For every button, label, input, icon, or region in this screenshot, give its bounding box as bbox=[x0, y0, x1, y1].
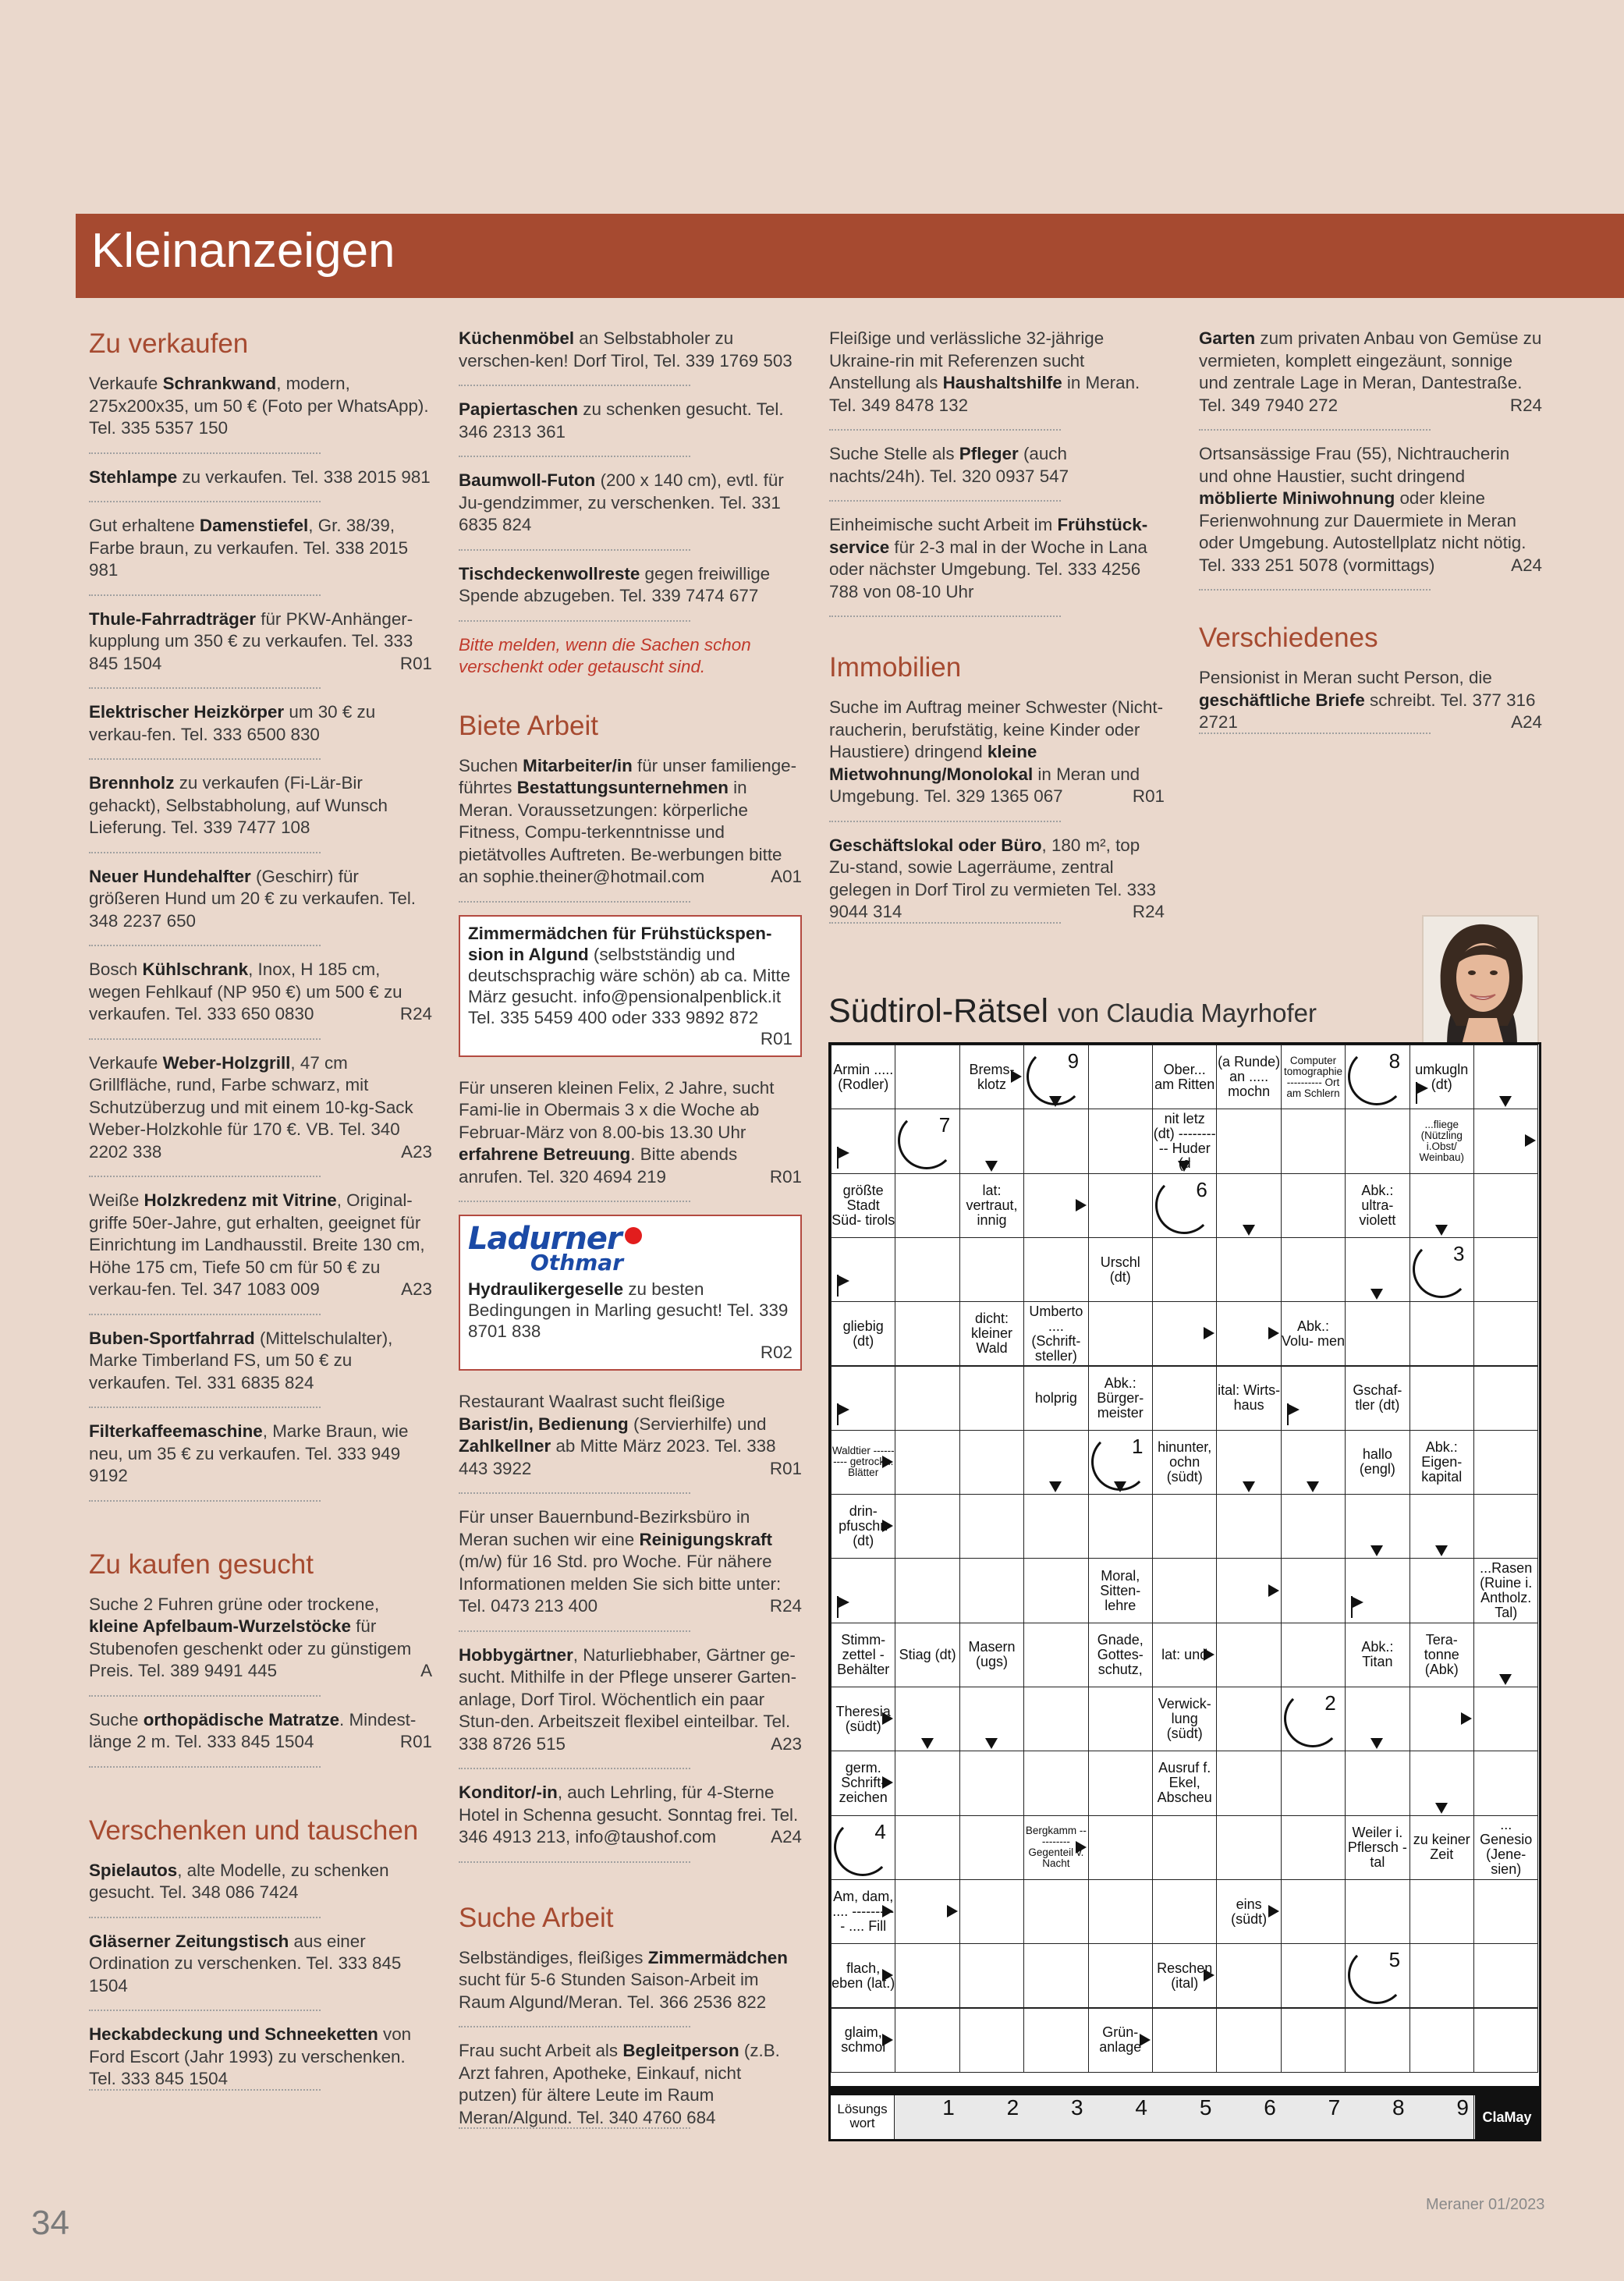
page-number: 34 bbox=[31, 2204, 69, 2242]
grid-cell bbox=[1409, 2008, 1474, 2073]
corner-arrow-icon bbox=[1287, 1403, 1306, 1425]
ad: Frau sucht Arbeit als Begleitperson (z.B. Arzt fahren, Apotheke, Einkauf, nicht putzen) für ältere Leute im Raum Meran/Algund. Tel. 340 4760 684 bbox=[459, 2040, 802, 2129]
clue-cell: Reschen (ital) bbox=[1152, 1943, 1217, 2008]
corner-arrow-icon bbox=[837, 1596, 856, 1618]
arrow-right-icon bbox=[1076, 1841, 1087, 1854]
grid-cell bbox=[1216, 1943, 1281, 2008]
clue-cell: Masern (ugs) bbox=[959, 1623, 1024, 1687]
grid-cell bbox=[1281, 1173, 1346, 1238]
clue-cell: Abk.: Titan bbox=[1345, 1623, 1409, 1687]
puzzle-title: Südtirol-Rätsel von Claudia Mayrhofer bbox=[828, 992, 1317, 1030]
grid-cell bbox=[1216, 1237, 1281, 1302]
section-title: Immobilien bbox=[829, 652, 962, 683]
grid-cell bbox=[1216, 2008, 1281, 2073]
grid-cell bbox=[959, 1815, 1024, 1880]
ad: Buben-Sportfahrrad (Mittelschulalter), Marke Timberland FS, um 50 € zu verkaufen. Tel. 331 6835 824 bbox=[89, 1328, 432, 1409]
arrow-down-icon bbox=[1307, 1481, 1319, 1492]
grid-cell bbox=[1281, 2008, 1346, 2073]
clue-cell: Abk.: ultra- violett bbox=[1345, 1173, 1409, 1238]
clue-cell: lat: vertraut, innig bbox=[959, 1173, 1024, 1238]
arrow-right-icon bbox=[1268, 1327, 1279, 1339]
grid-cell bbox=[1088, 1173, 1153, 1238]
ad: Ortsansässige Frau (55), Nichtraucherin und ohne Haustier, sucht dringend möblierte Miniwohnung oder kleine Ferienwohnung zur Dauermiete in Meran oder Umgebung. Autostellplatz nicht nötig. Tel. 333 251 5078 (vormittags) A24 bbox=[1199, 443, 1542, 591]
ad-code: R02 bbox=[760, 1343, 792, 1362]
arrow-down-icon bbox=[1049, 1481, 1062, 1492]
ad-code: R24 bbox=[1509, 395, 1542, 415]
grid-cell bbox=[895, 1237, 959, 1302]
clue-cell: Ober... am Ritten bbox=[1152, 1045, 1217, 1109]
grid-cell bbox=[1473, 1237, 1538, 1302]
section-title: Zu verkaufen bbox=[89, 328, 249, 359]
grid-cell bbox=[895, 2008, 959, 2073]
solution-label: Lösungs wort bbox=[831, 2095, 895, 2139]
ad: Weiße Holzkredenz mit Vitrine, Original-griffe 50er-Jahre, gut erhalten, geeignet für Einrichtung im Landhausstil. Breite 130 cm, Höhe 175 cm, Tiefe 50 cm für 50 € zu verkau-fen. Tel. 347 1083 009 A23 bbox=[89, 1190, 432, 1315]
author-photo bbox=[1422, 915, 1539, 1046]
brand-logo: ClaMay bbox=[1475, 2095, 1539, 2139]
grid-cell bbox=[1152, 1494, 1217, 1559]
solution-number: 5 bbox=[1388, 1948, 1401, 1972]
grid-cell bbox=[1473, 1366, 1538, 1431]
grid-cell bbox=[1281, 1237, 1346, 1302]
arrow-right-icon bbox=[947, 1905, 958, 1917]
grid-cell bbox=[1216, 1687, 1281, 1751]
column-4 bbox=[1199, 328, 1542, 747]
clue-cell: ...fliege (Nützling i.Obst/ Weinbau) bbox=[1409, 1109, 1474, 1173]
page-title: Kleinanzeigen bbox=[91, 224, 395, 278]
grid-cell bbox=[895, 1366, 959, 1431]
ad-code: A bbox=[420, 1661, 432, 1680]
grid-cell bbox=[1152, 1558, 1217, 1623]
clue-cell: Tera- tonne (Abk) bbox=[1409, 1623, 1474, 1687]
ad: Pensionist in Meran sucht Person, die geschäftliche Briefe schreibt. Tel. 377 316 2721 A24 bbox=[1199, 667, 1542, 734]
notice-text: Bitte melden, wenn die Sachen schon verschenkt oder getauscht sind. bbox=[459, 634, 751, 676]
grid-cell bbox=[1152, 2008, 1217, 2073]
clue-cell: Verwick- lung (südt) bbox=[1152, 1687, 1217, 1751]
grid-cell bbox=[1216, 1751, 1281, 1815]
arrow-down-icon bbox=[1370, 1545, 1383, 1556]
ad: Hobbygärtner, Naturliebhaber, Gärtner ge-sucht. Mithilfe in der Pflege unserer Garten-anlage, Dorf Tirol. Wöchentlich ein paar Stun-den. Arbeitszeit flexibel einteilbar. Tel. 338 8726 515 A23 bbox=[459, 1644, 802, 1770]
solution-number: 2 bbox=[1324, 1691, 1336, 1715]
arrow-right-icon bbox=[882, 1776, 893, 1789]
grid-cell bbox=[1023, 1623, 1088, 1687]
grid-cell bbox=[1023, 1687, 1088, 1751]
ad-code: R01 bbox=[1132, 786, 1165, 806]
grid-cell bbox=[959, 1237, 1024, 1302]
grid-cell bbox=[1473, 1943, 1538, 2008]
ad: Baumwoll-Futon (200 x 140 cm), evtl. für Ju-gendzimmer, zu verschenken. Tel. 331 6835 824 bbox=[459, 470, 802, 551]
ad: Bosch Kühlschrank, Inox, H 185 cm, wegen Fehlkauf (NP 950 €) um 500 € zu verkaufen. Tel. 333 650 0830 R24 bbox=[89, 959, 432, 1040]
grid-cell bbox=[895, 1301, 959, 1366]
grid-cell bbox=[1088, 1879, 1153, 1944]
arrow-down-icon bbox=[1370, 1289, 1383, 1300]
grid-cell bbox=[1473, 2008, 1538, 2073]
clue-cell: Urschl (dt) bbox=[1088, 1237, 1153, 1302]
clue-cell: (a Runde) an ..... mochn bbox=[1216, 1045, 1281, 1109]
grid-cell bbox=[1088, 1045, 1153, 1109]
clue-cell: nit letz (dt) ---------- Huder (d bbox=[1152, 1109, 1217, 1173]
ad: Verkaufe Weber-Holzgrill, 47 cm Grillfläche, rund, Farbe schwarz, mit Schutzüberzug und mit einem 10-kg-Sack Weber-Holzkohle für 170 €. VB. Tel. 340 2202 338 A23 bbox=[89, 1052, 432, 1178]
grid-cell bbox=[1023, 1751, 1088, 1815]
clue-cell: umkugln (dt) bbox=[1409, 1045, 1474, 1109]
grid-cell bbox=[959, 1366, 1024, 1431]
ad: Suchen Mitarbeiter/in für unser familienge-führtes Bestattungsunternehmen in Meran. Voraussetzungen: körperliche Fitness, Compu-terkenntnisse und pietätvolles Auftreten. Be-werbungen bitte an sophie.theiner@hotmail.com A01 bbox=[459, 755, 802, 903]
grid-cell bbox=[959, 2008, 1024, 2073]
grid-cell bbox=[1152, 1366, 1217, 1431]
grid-cell bbox=[1088, 1687, 1153, 1751]
corner-arrow-icon bbox=[837, 1147, 856, 1169]
ad: Verkaufe Schrankwand, modern, 275x200x35, um 50 € (Foto per WhatsApp). Tel. 335 5357 150 bbox=[89, 373, 432, 454]
grid-cell bbox=[1216, 1109, 1281, 1173]
arrow-down-icon bbox=[985, 1738, 998, 1749]
arrow-down-icon bbox=[1499, 1674, 1512, 1685]
grid-cell bbox=[1409, 1558, 1474, 1623]
grid-cell bbox=[1473, 1751, 1538, 1815]
header-bar bbox=[76, 214, 1624, 298]
ad-code: A23 bbox=[401, 1141, 432, 1162]
arrow-down-icon bbox=[1370, 1738, 1383, 1749]
arrow-right-icon bbox=[882, 1905, 893, 1917]
clue-cell: Theresia (südt) bbox=[831, 1687, 895, 1751]
clue-cell: gliebig (dt) bbox=[831, 1301, 895, 1366]
grid-cell bbox=[1345, 1879, 1409, 1944]
clue-cell: Computer tomographie ---------- Ort am Schlern bbox=[1281, 1045, 1346, 1109]
arrow-down-icon bbox=[921, 1738, 934, 1749]
ad: Geschäftslokal oder Büro, 180 m², top Zu-stand, sowie Lagerräume, zentral gelegen in Dorf Tirol zu vermieten Tel. 333 9044 314 R24 bbox=[829, 835, 1165, 924]
ad: Neuer Hundehalfter (Geschirr) für größeren Hund um 20 € zu verkaufen. Tel. 348 2237 650 bbox=[89, 866, 432, 947]
boxed-ad-logo: Ladurner Othmar Hydraulikergeselle zu besten Bedingungen in Marling gesucht! Tel. 339 8701 838 R02 bbox=[459, 1215, 802, 1371]
ad: Suche 2 Fuhren grüne oder trockene, kleine Apfelbaum-Wurzelstöcke für Stubenofen geschenkt oder zu günstigem Preis. Tel. 389 9491 445 A bbox=[89, 1594, 432, 1697]
arrow-right-icon bbox=[1204, 1327, 1214, 1339]
grid-cell bbox=[1088, 1494, 1153, 1559]
grid-cell bbox=[1345, 2008, 1409, 2073]
grid-cell bbox=[1409, 1879, 1474, 1944]
grid-cell bbox=[895, 1751, 959, 1815]
clue-cell: flach, eben (lat.) bbox=[831, 1943, 895, 2008]
ad: Elektrischer Heizkörper um 30 € zu verkau-fen. Tel. 333 6500 830 bbox=[89, 701, 432, 760]
crossword-grid bbox=[828, 1042, 1541, 2141]
arrow-right-icon bbox=[1461, 1712, 1472, 1725]
solution-cell[interactable]: 3 bbox=[1023, 2095, 1088, 2139]
solution-cell[interactable]: 7 bbox=[1281, 2095, 1346, 2139]
grid-cell bbox=[1152, 1879, 1217, 1944]
arrow-right-icon bbox=[1268, 1905, 1279, 1917]
ad-code: R24 bbox=[399, 1004, 432, 1023]
arrow-down-icon bbox=[1435, 1225, 1448, 1236]
grid-cell bbox=[1088, 1815, 1153, 1880]
clue-cell: Bergkamm ---------- Gegenteil v. Nacht bbox=[1023, 1815, 1088, 1880]
grid-cell bbox=[1409, 1301, 1474, 1366]
ad-code: R24 bbox=[1132, 902, 1165, 921]
clue-cell: Ausruf f. Ekel, Abscheu bbox=[1152, 1751, 1217, 1815]
grid-cell bbox=[1409, 1943, 1474, 2008]
grid-cell bbox=[1088, 1751, 1153, 1815]
column-2 bbox=[459, 328, 802, 2141]
ad: Küchenmöbel an Selbstabholer zu verschen-ken! Dorf Tirol, Tel. 339 1769 503 bbox=[459, 328, 802, 386]
clue-cell: holprig bbox=[1023, 1366, 1088, 1431]
ad: Suche Stelle als Pfleger (auch nachts/24h). Tel. 320 0937 547 bbox=[829, 443, 1165, 502]
solution-cell[interactable]: 2 bbox=[959, 2095, 1024, 2139]
clue-cell: Armin ..... (Rodler) bbox=[831, 1045, 895, 1109]
arrow-right-icon bbox=[1525, 1134, 1536, 1147]
ad: Suche orthopädische Matratze. Mindest-länge 2 m. Tel. 333 845 1504 R01 bbox=[89, 1709, 432, 1768]
section-title: Suche Arbeit bbox=[459, 1902, 614, 1933]
clue-cell: ...Rasen (Ruine i. Antholz. Tal) bbox=[1473, 1558, 1538, 1623]
grid-cell bbox=[1281, 1494, 1346, 1559]
clue-cell: Abk.: Bürger- meister bbox=[1088, 1366, 1153, 1431]
ad: Fleißige und verlässliche 32-jährige Ukraine-rin mit Referenzen sucht Anstellung als Haushaltshilfe in Meran. Tel. 349 8478 132 bbox=[829, 328, 1165, 431]
column-1 bbox=[89, 328, 432, 2103]
ladurner-logo-sub: Othmar bbox=[530, 1250, 623, 1275]
grid-cell bbox=[1473, 1430, 1538, 1495]
issue-label: Meraner 01/2023 bbox=[1426, 2196, 1545, 2213]
grid-cell bbox=[959, 1494, 1024, 1559]
arrow-down-icon bbox=[985, 1161, 998, 1172]
solution-cell[interactable]: 4 bbox=[1088, 2095, 1153, 2139]
clue-cell: Am, dam, .... ---------- .... Fill bbox=[831, 1879, 895, 1944]
clue-cell: dicht: kleiner Wald bbox=[959, 1301, 1024, 1366]
column-3 bbox=[829, 328, 1165, 936]
clue-cell: Waldtier ---------- getrockn. Blätter bbox=[831, 1430, 895, 1495]
grid-cell bbox=[959, 1558, 1024, 1623]
grid-cell bbox=[1152, 1815, 1217, 1880]
grid-cell bbox=[895, 1173, 959, 1238]
clue-cell: zu keiner Zeit bbox=[1409, 1815, 1474, 1880]
solution-cell[interactable]: 1 bbox=[895, 2095, 959, 2139]
ad-code: A24 bbox=[1511, 555, 1542, 575]
grid-cell bbox=[1023, 2008, 1088, 2073]
grid-cell bbox=[1281, 1815, 1346, 1880]
clue-cell: lat: und bbox=[1152, 1623, 1217, 1687]
clue-cell: hinunter, ochn (südt) bbox=[1152, 1430, 1217, 1495]
ad-code: R01 bbox=[399, 1732, 432, 1751]
arrow-down-icon bbox=[1243, 1481, 1255, 1492]
grid-cell bbox=[895, 1045, 959, 1109]
grid-cell bbox=[1152, 1237, 1217, 1302]
grid-cell bbox=[1473, 1173, 1538, 1238]
ad-code: R24 bbox=[769, 1596, 802, 1616]
ad-code: R01 bbox=[760, 1028, 792, 1048]
corner-arrow-icon bbox=[1351, 1596, 1370, 1618]
solution-number: 7 bbox=[938, 1113, 951, 1137]
clue-cell: Umberto .... (Schrift- steller) bbox=[1023, 1301, 1088, 1366]
clue-cell: Gschaf- tler (dt) bbox=[1345, 1366, 1409, 1431]
ad-code: A23 bbox=[771, 1733, 802, 1754]
ad: Restaurant Waalrast sucht fleißige Barist/in, Bedienung (Servierhilfe) und Zahlkellner ab Mitte März 2023. Tel. 338 443 3922 R01 bbox=[459, 1391, 802, 1494]
puzzle-author: von Claudia Mayrhofer bbox=[1057, 999, 1317, 1027]
grid-cell bbox=[1281, 1751, 1346, 1815]
arrow-right-icon bbox=[882, 2034, 893, 2046]
solution-number: 1 bbox=[1132, 1434, 1144, 1458]
ad: Thule-Fahrradträger für PKW-Anhänger-kupplung um 350 € zu verkaufen. Tel. 333 845 1504 R01 bbox=[89, 608, 432, 690]
ad: Garten zum privaten Anbau von Gemüse zu vermieten, komplett eingezäunt, sonnige und zentrale Lage in Meran, Dantestraße. Tel. 349 7940 272 R24 bbox=[1199, 328, 1542, 431]
grid-cell bbox=[1088, 1943, 1153, 2008]
grid-cell bbox=[1216, 1623, 1281, 1687]
ad: Gläserner Zeitungstisch aus einer Ordination zu verschenken. Tel. 333 845 1504 bbox=[89, 1931, 432, 2012]
logo-dot bbox=[625, 1227, 642, 1244]
arrow-right-icon bbox=[882, 1456, 893, 1468]
section-title: Zu kaufen gesucht bbox=[89, 1548, 314, 1580]
clue-cell: eins (südt) bbox=[1216, 1879, 1281, 1944]
clue-cell: Abk.: Volu- men bbox=[1281, 1301, 1346, 1366]
grid-cell bbox=[1281, 1558, 1346, 1623]
grid-cell bbox=[1281, 1109, 1346, 1173]
ad-code: A23 bbox=[401, 1279, 432, 1299]
clue-cell: germ. Schrift- zeichen bbox=[831, 1751, 895, 1815]
grid-cell bbox=[1216, 1815, 1281, 1880]
arrow-right-icon bbox=[882, 1520, 893, 1532]
ad: Für unser Bauernbund-Bezirksbüro in Meran suchen wir eine Reinigungskraft (m/w) für 16 Std. pro Woche. Für nähere Informationen melden Sie sich bitte unter: Tel. 0473 213 400 R24 bbox=[459, 1506, 802, 1632]
arrow-right-icon bbox=[882, 1712, 893, 1725]
arrow-right-icon bbox=[1204, 1969, 1214, 1981]
grid-cell bbox=[1409, 1366, 1474, 1431]
ad: Selbständiges, fleißiges Zimmermädchen sucht für 5-6 Stunden Saison-Arbeit im Raum Algund/Meran. Tel. 366 2536 822 bbox=[459, 1947, 802, 2028]
arrow-right-icon bbox=[1268, 1584, 1279, 1597]
grid-cell bbox=[959, 1430, 1024, 1495]
clue-cell: glaim, schmol bbox=[831, 2008, 895, 2073]
clue-cell: ital: Wirts- haus bbox=[1216, 1366, 1281, 1431]
solution-number: 8 bbox=[1388, 1049, 1401, 1073]
solution-cell[interactable]: 9 bbox=[1409, 2095, 1474, 2139]
ad: Suche im Auftrag meiner Schwester (Nicht-raucherin, berufstätig, keine Kinder oder Haustiere) dringend kleine Mietwohnung/Monolokal in Meran und Umgebung. Tel. 329 1365 067 R01 bbox=[829, 697, 1165, 822]
ad: Konditor/-in, auch Lehrling, für 4-Sterne Hotel in Schenna gesucht. Sonntag frei. Tel. 346 4913 213, info@taushof.com A24 bbox=[459, 1782, 802, 1863]
arrow-right-icon bbox=[882, 1969, 893, 1981]
arrow-right-icon bbox=[1076, 1199, 1087, 1211]
grid-cell bbox=[1023, 1943, 1088, 2008]
grid-cell bbox=[959, 1943, 1024, 2008]
arrow-down-icon bbox=[1435, 1545, 1448, 1556]
ad: Gut erhaltene Damenstiefel, Gr. 38/39, Farbe braun, zu verkaufen. Tel. 338 2015 981 bbox=[89, 515, 432, 596]
grid-cell bbox=[895, 1943, 959, 2008]
boxed-ad: Zimmermädchen für Frühstückspen-sion in Algund (selbstständig und deutschsprachig wäre schön) ab ca. Mitte März gesucht. info@pensionalpenblick.it Tel. 335 5459 400 oder 333 9892 872 R01 bbox=[459, 915, 802, 1057]
grid-cell bbox=[959, 1751, 1024, 1815]
clue-cell: Gnade, Gottes- schutz, bbox=[1088, 1623, 1153, 1687]
ad: Einheimische sucht Arbeit im Frühstück-service für 2-3 mal in der Woche in Lana oder nächster Umgebung. Tel. 333 4256 788 von 08-10 Uhr bbox=[829, 514, 1165, 617]
grid-cell bbox=[1345, 1301, 1409, 1366]
ad-code: R01 bbox=[769, 1458, 802, 1478]
ad: Heckabdeckung und Schneeketten von Ford Escort (Jahr 1993) zu verschenken. Tel. 333 845 1504 bbox=[89, 2024, 432, 2091]
corner-arrow-icon bbox=[837, 1403, 856, 1425]
ad: Stehlampe zu verkaufen. Tel. 338 2015 981 bbox=[89, 466, 432, 503]
ad: Brennholz zu verkaufen (Fi-Lär-Bir gehackt), Selbstabholung, auf Wunsch Lieferung. Tel. 339 7477 108 bbox=[89, 772, 432, 853]
clue-cell: Stimm- zettel - Behälter bbox=[831, 1623, 895, 1687]
ad: Tischdeckenwollreste gegen freiwillige Spende abzugeben. Tel. 339 7474 677 bbox=[459, 563, 802, 622]
grid-cell bbox=[1023, 1237, 1088, 1302]
solution-number: 3 bbox=[1453, 1241, 1465, 1265]
grid-cell bbox=[1473, 1494, 1538, 1559]
solution-number: 6 bbox=[1196, 1177, 1207, 1201]
grid-cell bbox=[1023, 1558, 1088, 1623]
grid-cell bbox=[1023, 1879, 1088, 1944]
arrow-down-icon bbox=[1499, 1096, 1512, 1107]
ladurner-logo: Ladurner bbox=[468, 1224, 792, 1254]
corner-arrow-icon bbox=[837, 1275, 856, 1297]
grid-cell bbox=[895, 1558, 959, 1623]
grid-cell bbox=[1473, 1301, 1538, 1366]
arrow-down-icon bbox=[1243, 1225, 1255, 1236]
grid-cell bbox=[1473, 1879, 1538, 1944]
grid-cell bbox=[1088, 1109, 1153, 1173]
corner-arrow-icon bbox=[1416, 1082, 1434, 1104]
solution-cell[interactable]: 5 bbox=[1152, 2095, 1217, 2139]
grid-cell bbox=[959, 1879, 1024, 1944]
ad-code: A24 bbox=[771, 1827, 802, 1846]
grid-cell bbox=[1088, 1301, 1153, 1366]
solution-number: 4 bbox=[874, 1819, 886, 1843]
ad-code: A01 bbox=[771, 867, 802, 886]
grid-cell bbox=[1216, 1494, 1281, 1559]
grid-cell bbox=[1281, 1943, 1346, 2008]
grid-cell bbox=[1023, 1109, 1088, 1173]
grid-cell bbox=[1345, 1109, 1409, 1173]
ad-code: R01 bbox=[769, 1166, 802, 1187]
grid-cell bbox=[1023, 1494, 1088, 1559]
clue-cell: drin- pfuschn (dt) bbox=[831, 1494, 895, 1559]
clue-cell: Moral, Sitten- lehre bbox=[1088, 1558, 1153, 1623]
ad: Spielautos, alte Modelle, zu schenken gesucht. Tel. 348 086 7424 bbox=[89, 1860, 432, 1918]
clue-cell: hallo (engl) bbox=[1345, 1430, 1409, 1495]
arrow-down-icon bbox=[1178, 1161, 1190, 1172]
arrow-right-icon bbox=[1204, 1648, 1214, 1661]
grid-cell bbox=[1345, 1751, 1409, 1815]
solution-cell[interactable]: 6 bbox=[1216, 2095, 1281, 2139]
ad-code: R01 bbox=[399, 653, 432, 673]
grid-cell bbox=[895, 1430, 959, 1495]
section-title: Biete Arbeit bbox=[459, 710, 598, 741]
ad: Für unseren kleinen Felix, 2 Jahre, sucht Fami-lie in Obermais 3 x die Woche ab Februar-März von 8.00-bis 13.30 Uhr erfahrene Betreuung. Bitte abends anrufen. Tel. 320 4694 219 R01 bbox=[459, 1077, 802, 1203]
clue-cell: Stiag (dt) bbox=[895, 1623, 959, 1687]
clue-cell: Brems- klotz bbox=[959, 1045, 1024, 1109]
grid-cell bbox=[895, 1494, 959, 1559]
clue-cell: ... Genesio (Jene- sien) bbox=[1473, 1815, 1538, 1880]
arrow-down-icon bbox=[1435, 1803, 1448, 1814]
arrow-right-icon bbox=[1140, 2034, 1151, 2046]
grid-cell bbox=[1281, 1879, 1346, 1944]
ad-code: A24 bbox=[1511, 712, 1542, 732]
clue-cell: Abk.: Eigen- kapital bbox=[1409, 1430, 1474, 1495]
arrow-right-icon bbox=[1011, 1070, 1022, 1083]
ad: Papiertaschen zu schenken gesucht. Tel. 346 2313 361 bbox=[459, 399, 802, 457]
section-title: Verschenken und tauschen bbox=[89, 1815, 419, 1846]
clue-cell: größte Stadt Süd- tirols bbox=[831, 1173, 895, 1238]
section-title: Verschiedenes bbox=[1199, 623, 1378, 653]
grid-cell bbox=[895, 1815, 959, 1880]
solution-number: 9 bbox=[1067, 1049, 1080, 1073]
grid-cell bbox=[1281, 1623, 1346, 1687]
grid-cell bbox=[1473, 1687, 1538, 1751]
clue-cell: Weiler i. Pflersch -tal bbox=[1345, 1815, 1409, 1880]
clue-cell: Grün- anlage bbox=[1088, 2008, 1153, 2073]
solution-row bbox=[831, 2086, 1539, 2139]
solution-cell[interactable]: 8 bbox=[1345, 2095, 1409, 2139]
ad: Filterkaffeemaschine, Marke Braun, wie neu, um 35 € zu verkaufen. Tel. 333 949 9192 bbox=[89, 1421, 432, 1502]
